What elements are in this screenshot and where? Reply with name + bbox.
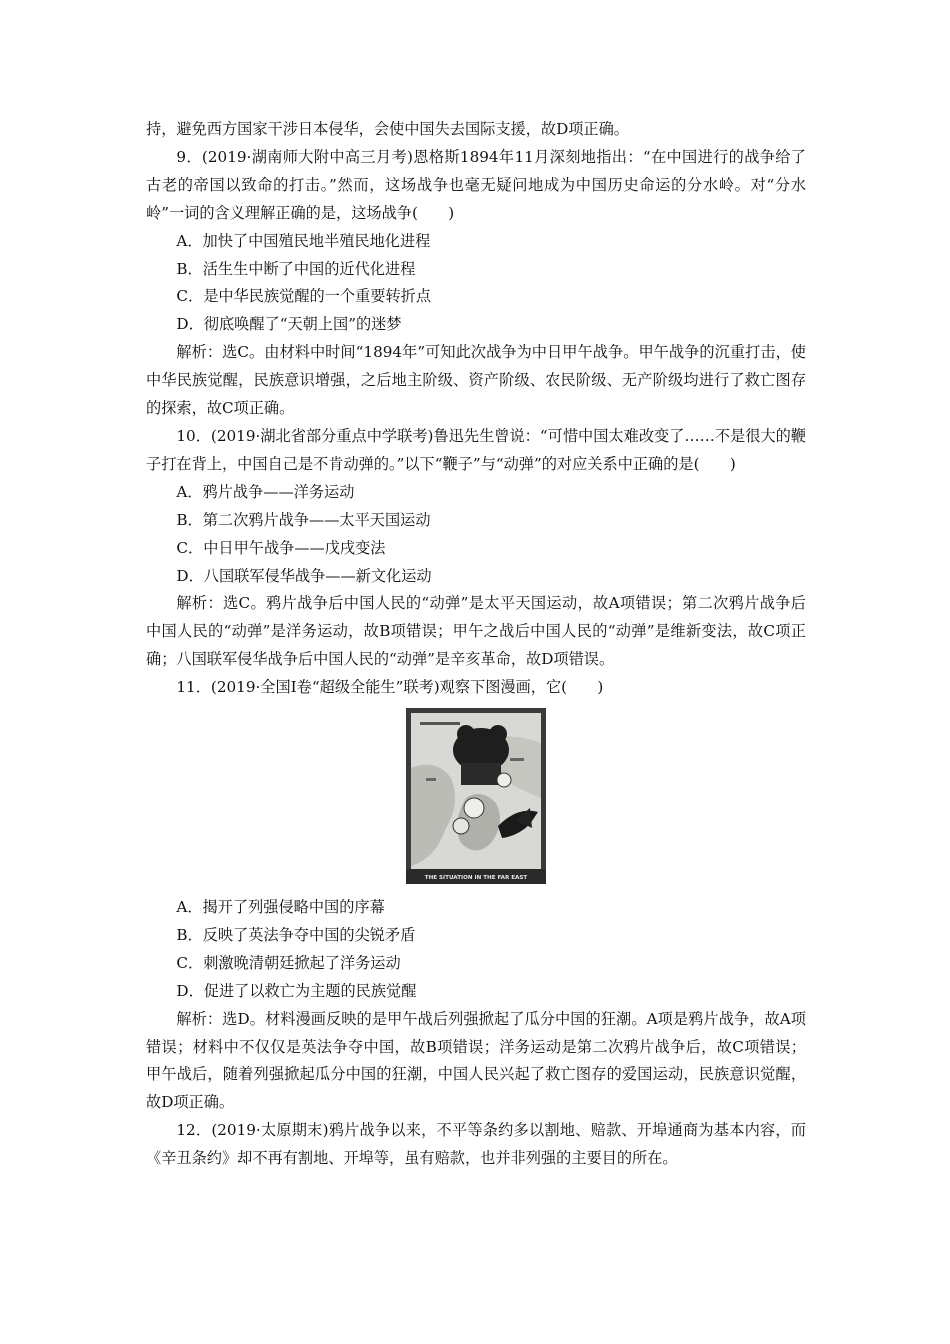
question-10-option-d: D．八国联军侵华战争——新文化运动 <box>176 566 432 585</box>
cartoon-illustration <box>406 708 546 884</box>
question-11-stem: 11．(2019·全国Ⅰ卷“超级全能生”联考)观察下图漫画，它( ) <box>176 678 604 697</box>
question-10-option-b: B．第二次鸦片战争——太平天国运动 <box>176 510 431 529</box>
question-10-option-c: C．中日甲午战争——戊戌变法 <box>176 538 386 557</box>
question-10-stem: 10．(2019·湖北省部分重点中学联考)鲁迅先生曾说：“可惜中国太难改变了……不是很大的鞭子打在背上，中国自己是不肯动弹的。”以下“鞭子”与“动弹”的对应关系中正确的是( ) <box>146 426 806 473</box>
question-10-explanation: 解析：选C。鸦片战争后中国人民的“动弹”是太平天国运动，故A项错误；第二次鸦片战争后中国人民的“动弹”是洋务运动，故B项错误；甲午之战后中国人民的“动弹”是维新变法，故C项正确；八国联军侵华战争后中国人民的“动弹”是辛亥革命，故D项错误。 <box>146 594 806 669</box>
question-11-option-a: A．揭开了列强侵略中国的序幕 <box>176 898 385 917</box>
question-11-option-d: D．促进了以救亡为主题的民族觉醒 <box>176 981 417 1000</box>
cartoon-caption: THE SITUATION IN THE FAR EAST <box>424 875 528 882</box>
question-11-option-c: C．刺激晚清朝廷掀起了洋务运动 <box>176 953 401 972</box>
question-11-explanation: 解析：选D。材料漫画反映的是甲午战后列强掀起了瓜分中国的狂潮。A项是鸦片战争，故A项错误；材料中不仅仅是英法争夺中国，故B项错误；洋务运动是第二次鸦片战争后，故C项错误；甲午战后，随着列强掀起瓜分中国的狂潮，中国人民兴起了救亡图存的爱国运动，民族意识觉醒，故D项正确。 <box>146 1009 806 1112</box>
prev-answer-tail: 持，避免西方国家干涉日本侵华，会使中国失去国际支援，故D项正确。 <box>146 120 629 138</box>
question-9-option-c: C．是中华民族觉醒的一个重要转折点 <box>176 287 432 306</box>
question-9-explanation: 解析：选C。由材料中时间“1894年”可知此次战争为中日甲午战争。甲午战争的沉重打击，使中华民族觉醒，民族意识增强，之后地主阶级、资产阶级、农民阶级、无产阶级均进行了救亡图存的探索，故C项正确。 <box>146 343 806 418</box>
question-12-stem: 12．(2019·太原期末)鸦片战争以来，不平等条约多以割地、赔款、开埠通商为基本内容，而《辛丑条约》却不再有割地、开埠等，虽有赔款，也并非列强的主要目的所在。 <box>146 1121 806 1168</box>
question-9-option-a: A．加快了中国殖民地半殖民地化进程 <box>176 231 431 250</box>
question-9-option-d: D．彻底唤醒了“天朝上国”的迷梦 <box>176 315 402 334</box>
question-10-option-a: A．鸦片战争——洋务运动 <box>176 482 355 501</box>
question-9-option-b: B．活生生中断了中国的近代化进程 <box>176 259 416 278</box>
question-11-option-b: B．反映了英法争夺中国的尖锐矛盾 <box>176 925 416 944</box>
document-body <box>146 116 806 1173</box>
question-9-stem: 9．(2019·湖南师大附中高三月考)恩格斯1894年11月深刻地指出：“在中国进行的战争给了古老的帝国以致命的打击。”然而，这场战争也毫无疑问地成为中国历史命运的分水岭。对“分水岭”一词的含义理解正确的是，这场战争( ) <box>146 147 806 222</box>
cartoon-figure <box>406 708 546 884</box>
